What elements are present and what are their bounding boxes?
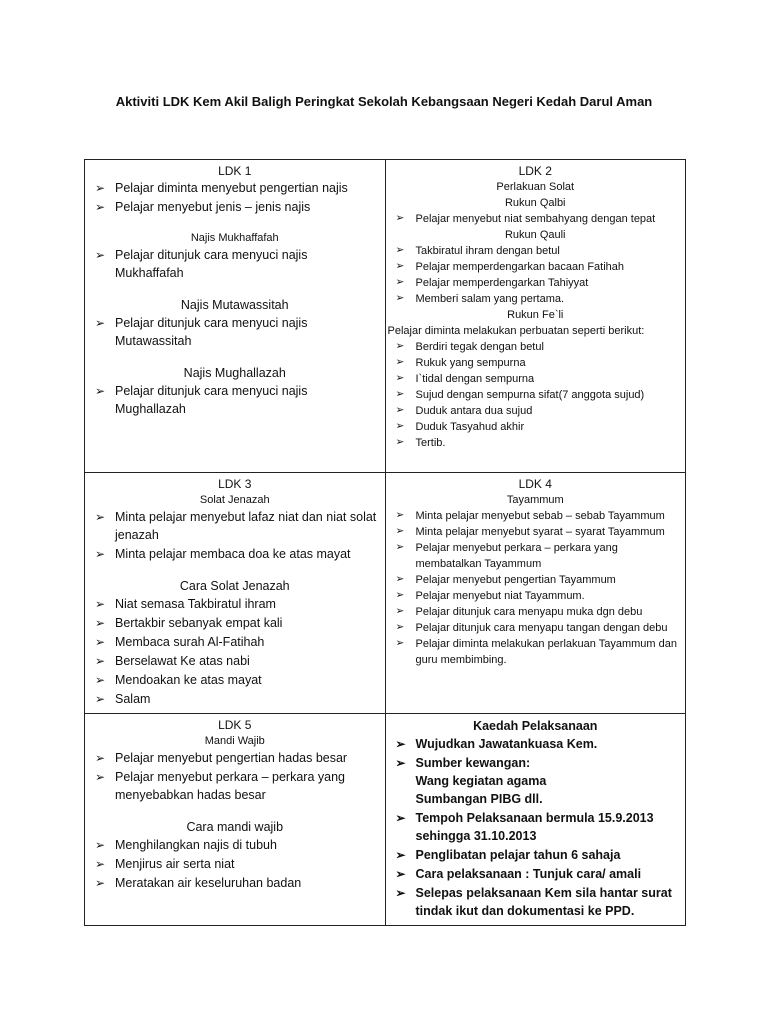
ldk2-subheading: Rukun Qalbi: [504, 197, 566, 209]
list-item: ➢ Minta pelajar menyebut sebab – sebab Tayammum: [392, 508, 680, 524]
list-item: ➢ Duduk Tasyahud akhir: [392, 419, 680, 435]
list-item: ➢ Pelajar ditunjuk cara menyapu muka dgn debu: [392, 604, 680, 620]
list-item: ➢ Pelajar diminta menyebut pengertian najis: [91, 179, 379, 197]
list-item: ➢ Pelajar menyebut perkara – perkara yang membatalkan Tayammum: [392, 540, 680, 572]
list-item-text: Sumber kewangan:: [415, 756, 531, 770]
list-item: ➢ Pelajar menyebut niat sembahyang dengan tepat: [392, 211, 680, 227]
list-item: ➢ Cara pelaksanaan : Tunjuk cara/ amali: [392, 865, 680, 883]
list-item: ➢ Selepas pelaksanaan Kem sila hantar surat tindak ikut dan dokumentasi ke PPD.: [392, 884, 680, 920]
list-item: ➢ Tempoh Pelaksanaan bermula 15.9.2013 sehingga 31.10.2013: [392, 809, 680, 845]
ldk5-heading: LDK 5: [218, 718, 252, 732]
list-item: ➢ Pelajar ditunjuk cara menyuci najis Mughallazah: [91, 382, 379, 418]
ldk2-subheading: Rukun Qauli: [504, 229, 566, 241]
ldk2-heading: LDK 2: [518, 164, 552, 178]
list-item: ➢ Pelajar ditunjuk cara menyuci najis Mutawassitah: [91, 314, 379, 350]
list-item: ➢ Minta pelajar menyebut syarat – syarat Tayammum: [392, 524, 680, 540]
ldk3-heading: LDK 3: [218, 477, 252, 491]
list-item: ➢ Pelajar menyebut pengertian Tayammum: [392, 572, 680, 588]
list-item: [392, 754, 680, 808]
list-item: ➢ Pelajar ditunjuk cara menyapu tangan dengan debu: [392, 620, 680, 636]
ldk1-heading: LDK 1: [218, 164, 252, 178]
ldk2-intro: Pelajar diminta melakukan perbuatan seperti berikut:: [387, 325, 645, 337]
list-item: ➢ Niat semasa Takbiratul ihram: [91, 595, 379, 613]
list-item: ➢ Meratakan air keseluruhan badan: [91, 874, 379, 892]
list-item: ➢ Menjirus air serta niat: [91, 855, 379, 873]
ldk5-subheading: Mandi Wajib: [204, 735, 265, 747]
ldk5-cell: [85, 714, 386, 926]
ldk1-cell: [85, 160, 386, 473]
list-item: ➢ Duduk antara dua sujud: [392, 403, 680, 419]
list-item: ➢ Pelajar menyebut niat Tayammum.: [392, 588, 680, 604]
list-item: ➢ Tertib.: [392, 435, 680, 451]
list-item: ➢ Wujudkan Jawatankuasa Kem.: [392, 735, 680, 753]
list-item: ➢ Pelajar memperdengarkan Tahiyyat: [392, 275, 680, 291]
ldk1-subheading: Najis Mughallazah: [183, 366, 286, 380]
ldk1-subheading: Najis Mutawassitah: [180, 298, 289, 312]
list-item: ➢ Sujud dengan sempurna sifat(7 anggota sujud): [392, 387, 680, 403]
ldk3-subheading: Cara Solat Jenazah: [179, 579, 290, 593]
document-title: Aktiviti LDK Kem Akil Baligh Peringkat Sekolah Kebangsaan Negeri Kedah Darul Aman: [115, 94, 653, 109]
list-item-text: Sumbangan PIBG dll.: [415, 792, 543, 806]
list-item: ➢ Mendoakan ke atas mayat: [91, 671, 379, 689]
list-item: ➢ Pelajar ditunjuk cara menyuci najis Mukhaffafah: [91, 246, 379, 282]
ldk3-cell: [85, 473, 386, 714]
list-item: ➢ Berselawat Ke atas nabi: [91, 652, 379, 670]
list-item: ➢ Penglibatan pelajar tahun 6 sahaja: [392, 846, 680, 864]
list-item: ➢ Salam: [91, 690, 379, 708]
list-item: ➢ Pelajar menyebut perkara – perkara yang menyebabkan hadas besar: [91, 768, 379, 804]
ldk2-subheading: Rukun Fe`li: [507, 309, 564, 321]
ldk1-subheading: Najis Mukhaffafah: [190, 232, 279, 244]
list-item: ➢ Menghilangkan najis di tubuh: [91, 836, 379, 854]
activity-table: [84, 159, 686, 926]
list-item: ➢ Pelajar menyebut pengertian hadas besar: [91, 749, 379, 767]
ldk4-cell: [385, 473, 686, 714]
list-item: ➢ Pelajar menyebut jenis – jenis najis: [91, 198, 379, 216]
ldk3-subheading: Solat Jenazah: [199, 494, 270, 506]
list-item-text: Wang kegiatan agama: [415, 774, 547, 788]
list-item: ➢ Minta pelajar membaca doa ke atas mayat: [91, 545, 379, 563]
ldk4-subheading: Tayammum: [506, 494, 564, 506]
list-item: ➢ Minta pelajar menyebut lafaz niat dan niat solat jenazah: [91, 508, 379, 544]
kaedah-heading: Kaedah Pelaksanaan: [473, 719, 598, 733]
list-item: ➢ Bertakbir sebanyak empat kali: [91, 614, 379, 632]
list-item: ➢ Takbiratul ihram dengan betul: [392, 243, 680, 259]
list-item: ➢ Memberi salam yang pertama.: [392, 291, 680, 307]
ldk2-cell: [385, 160, 686, 473]
ldk2-subheading: Perlakuan Solat: [496, 181, 575, 193]
list-item: ➢ Rukuk yang sempurna: [392, 355, 680, 371]
list-item: ➢ Membaca surah Al-Fatihah: [91, 633, 379, 651]
list-item: ➢ I`tidal dengan sempurna: [392, 371, 680, 387]
list-item: ➢ Pelajar memperdengarkan bacaan Fatihah: [392, 259, 680, 275]
ldk5-subheading: Cara mandi wajib: [186, 820, 284, 834]
ldk4-heading: LDK 4: [518, 477, 552, 491]
list-item: ➢ Pelajar diminta melakukan perlakuan Tayammum dan guru membimbing.: [392, 636, 680, 668]
kaedah-cell: [385, 714, 686, 926]
list-item: ➢ Berdiri tegak dengan betul: [392, 339, 680, 355]
